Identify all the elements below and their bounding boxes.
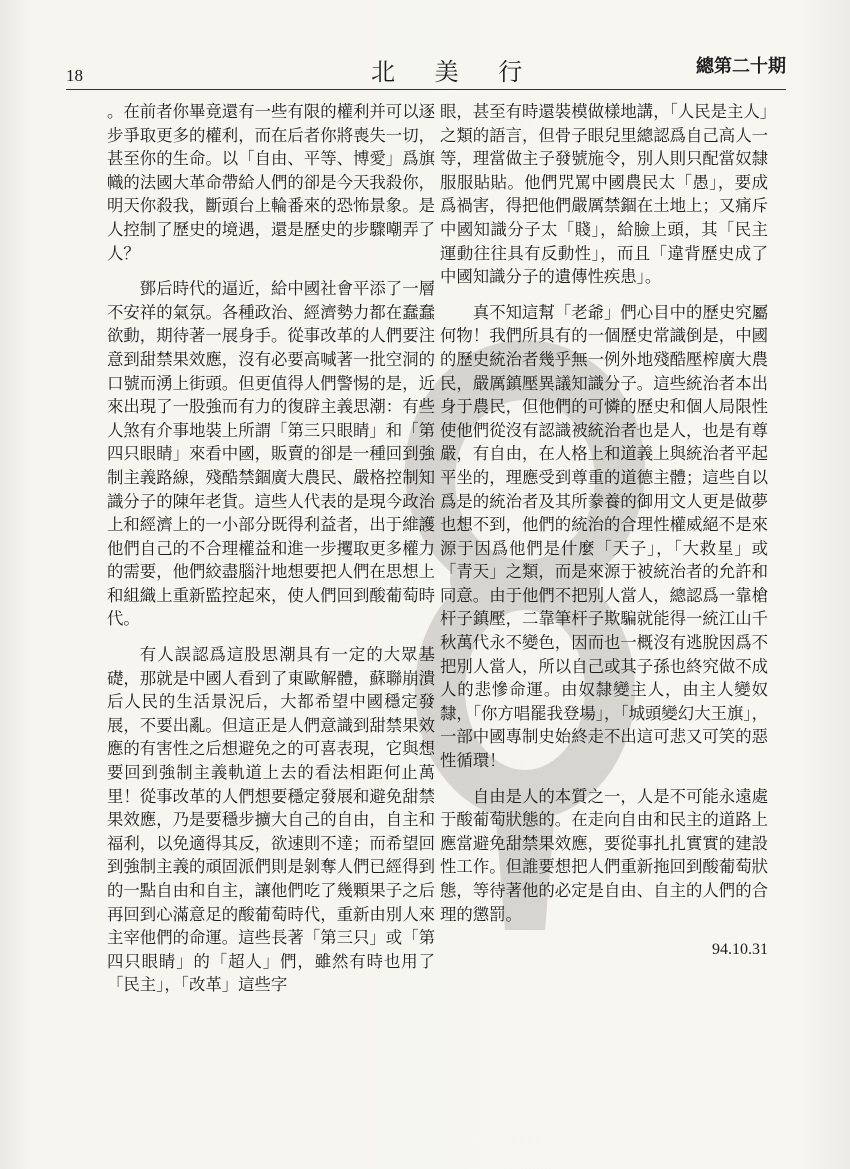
right-column: [440, 100, 768, 962]
paragraph: 。在前者你畢竟還有一些有限的權利并可以逐步爭取更多的權利，而在后者你將喪失一切，甚至你的生命。以「自由、平等、博愛」爲旗幟的法國大革命帶給人們的卻是今天我殺你，明天你殺我，斷頭台上輪番來的恐怖景象。是人控制了歷史的境遇，還是歷史的步驟嘲弄了人？: [107, 102, 435, 263]
paragraph: 有人誤認爲這股思潮具有一定的大眾基礎，那就是中國人看到了東歐解體，蘇聯崩潰后人民的生活景況后，大都希望中國穩定發展，不要出亂。但這正是人們意識到甜禁果效應的有害性之后想避免之的可喜表現，它與想要回到強制主義軌道上去的看法相距何止萬里！從事改革的人們想要穩定發展和避免甜禁果效應，乃是要穩步擴大自己的自由，自主和福利，以免適得其反，欲速則不達；而希望回到強制主義的頑固派們則是剝奪人們已經得到的一點自由和自主，讓他們吃了幾顆果子之后再回到心滿意足的酸葡萄時代，重新由別人來主宰他們的命運。這些長著「第三只」或「第四只眼睛」的「超人」們，雖然有時也用了「民主」，「改革」這些字: [107, 645, 435, 995]
left-column: [107, 100, 435, 1009]
paragraph: 真不知這幫「老爺」們心目中的歷史究屬何物！我們所具有的一個歷史常識倒是，中國的歷史統治者幾乎無一例外地殘酷壓榨廣大農民，嚴厲鎮壓異議知識分子。這些統治者本出身于農民，但他們的可憐的歷史和個人局限性使他們從沒有認識被統治者也是人，也是有尊嚴，有自由，在人格上和道義上與統治者平起平坐的，理應受到尊重的道德主體；這些自以爲是的統治者及其所豢養的御用文人更是做夢也想不到，他們的統治的合理性權威絕不是來源于因爲他們是什麼「天子」，「大救星」或「青天」之類，而是來源于被統治者的允許和同意。由于他們不把別人當人，總認爲一靠槍杆子鎮壓，二靠筆杆子欺騙就能得一統江山千秋萬代永不變色，因而也一概沒有逃脫因爲不把別人當人，所以自己或其子孫也終究做不成人的悲慘命運。由奴隸變主人，由主人變奴隸，「你方唱罷我登場」，「城頭變幻大王旗」，一部中國專制史始終走不出這可悲又可笑的惡性循環！: [440, 302, 768, 771]
paragraph: 眼，甚至有時還裝模做樣地講，「人民是主人」之類的語言，但骨子眼兒里總認爲自己高人一等，理當做主子發號施令，別人則只配當奴隸服服貼貼。他們咒罵中國農民太「愚」，要成爲禍害，得把他們嚴厲禁錮在土地上；又痛斥中國知識分子太「賤」，給臉上頭，其「民主運動往往具有反動性」，而且「違背歷史成了中國知識分子的遺傳性疾患」。: [440, 102, 768, 287]
page-header: [66, 52, 786, 92]
paragraph: 自由是人的本質之一，人是不可能永遠處于酸葡萄狀態的。在走向自由和民主的道路上應當避免甜禁果效應，要從事扎扎實實的建設性工作。但誰要想把人們重新拖回到酸葡萄狀態，等待著他的必定是自由、自主的人們的合理的懲罰。: [440, 786, 768, 924]
issue-number: 總第二十期: [696, 56, 786, 77]
header-rule: [66, 89, 786, 90]
page-number: 18: [66, 66, 83, 85]
article-date: 94.10.31: [712, 941, 768, 959]
magazine-title: 北 美 行: [371, 58, 539, 86]
paragraph: 鄧后時代的逼近，給中國社會平添了一層不安祥的氣氛。各種政治、經濟勢力都在蠢蠢欲動，期待著一展身手。從事改革的人們要注意到甜禁果效應，沒有必要高喊著一批空洞的口號而湧上街頭。但更值得人們警惕的是，近來出現了一股強而有力的復辟主義思潮：有些人煞有介事地裝上所謂「第三只眼睛」和「第四只眼睛」來看中國，販賣的卻是一種回到強制主義路線，殘酷禁錮廣大農民、嚴格控制知識分子的陳年老貨。這些人代表的是現今政治上和經濟上的一小部分既得利益者，出于維護他們自己的不合理權益和進一步攫取更多權力的需要，他們絞盡腦汁地想要把人們在思想上和組織上重新監控起來，使人們回到酸葡萄時代。: [107, 279, 435, 629]
